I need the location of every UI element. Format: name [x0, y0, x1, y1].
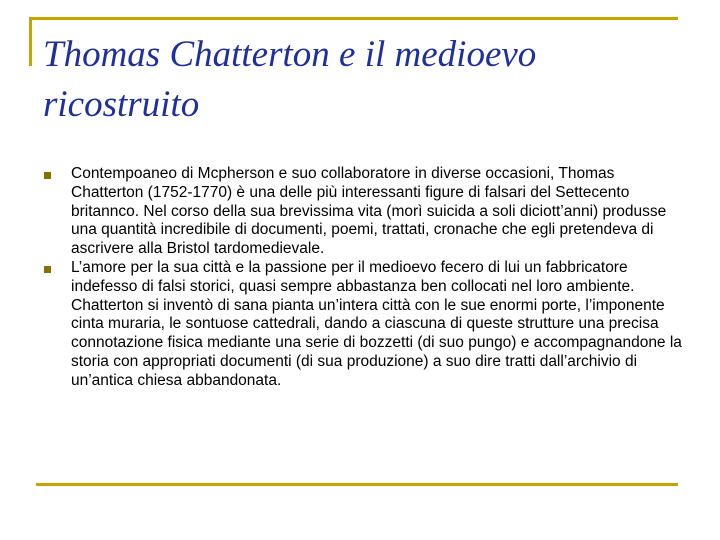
bullet-item-1 [44, 165, 684, 259]
slide-title: Thomas Chatterton e il medioevo ricostruito [43, 34, 537, 125]
square-bullet-icon [44, 172, 51, 179]
bullet-list [44, 165, 684, 391]
left-rule [29, 17, 32, 66]
bottom-rule [36, 483, 678, 486]
bullet-text-2: L’amore per la sua città e la passione per il medioevo fecero di lui un fabbricatore indefesso di falsi storici, quasi sempre abbastanza ben collocati nel loro ambiente. Chatterton si inventò di sana pianta un’intera città con le sue enormi porte, l’imponente cinta muraria, le sontuose cattedrali, dando a ciascuna di queste strutture una precisa connotazione fisica mediante una serie di bozzetti (di suo pungo) e accompagnandone la storia con appropriati documenti (di sua produzione) a suo dire tratti dall’archivio di un’antica chiesa abbandonata. [71, 258, 682, 389]
top-rule [29, 17, 678, 20]
bullet-item-2 [44, 259, 684, 391]
bullet-text-1: Contempoaneo di Mcpherson e suo collaboratore in diverse occasioni, Thomas Chatterton (1752-1770) è una delle più interessanti figure di falsari del Settecento britannco. Nel corso della sua brevissima vita (morì suicida a soli diciott’anni) produsse una quantità incredibile di documenti, poemi, trattati, cronache che egli pretendeva di ascrivere alla Bristol tardomedievale. [71, 165, 667, 258]
square-bullet-icon [44, 266, 51, 273]
